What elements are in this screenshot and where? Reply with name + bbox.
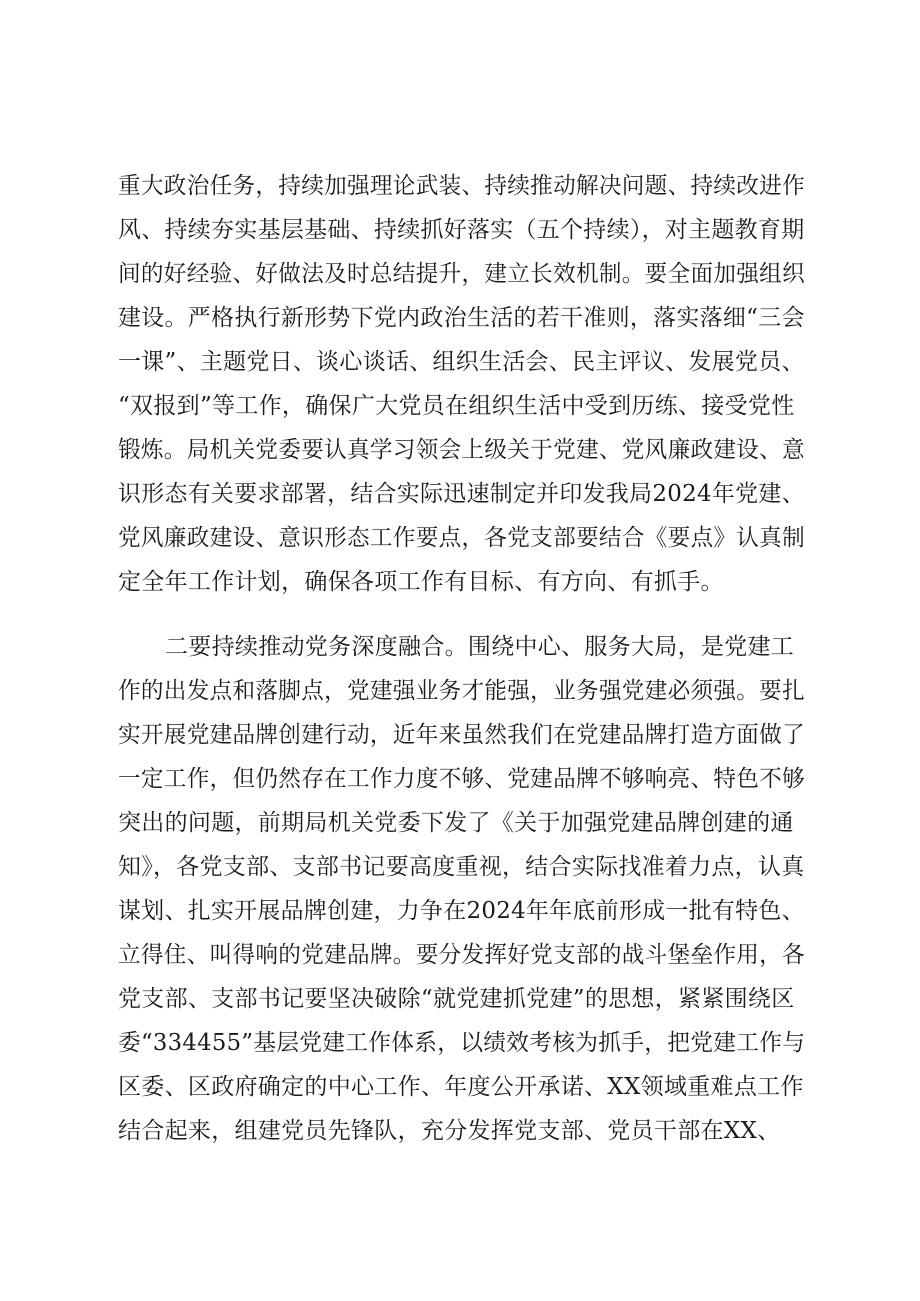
text-line: 结合起来，组建党员先锋队，充分发挥党支部、党员干部在XX、 — [118, 1118, 781, 1144]
text-line: 重大政治任务，持续加强理论武装、持续推动解决问题、持续改进作 — [118, 173, 805, 199]
text-line: 一定工作，但仍然存在工作力度不够、党建品牌不够响亮、特色不够 — [118, 766, 805, 792]
text-line: 立得住、叫得响的党建品牌。要分发挥好党支部的战斗堡垒作用，各 — [118, 942, 805, 968]
text-line: 委“334455”基层党建工作体系，以绩效考核为抓手，把党建工作与 — [118, 1030, 806, 1056]
text-line: “双报到”等工作，确保广大党员在组织生活中受到历练、接受党性 — [118, 393, 795, 419]
text-line: 知》，各党支部、支部书记要高度重视，结合实际找准着力点，认真 — [118, 854, 805, 880]
text-line: 党风廉政建设、意识形态工作要点，各党支部要结合《要点》认真制 — [118, 525, 805, 551]
text-line: 间的好经验、好做法及时总结提升，建立长效机制。要全面加强组织 — [118, 261, 805, 287]
text-line: 定全年工作计划，确保各项工作有目标、有方向、有抓手。 — [118, 569, 724, 595]
text-line: 党支部、支部书记要坚决破除“就党建抓党建”的思想，紧紧围绕区 — [118, 986, 795, 1012]
text-line: 建设。严格执行新形势下党内政治生活的若干准则，落实落细“三会 — [118, 305, 805, 331]
text-line: 实开展党建品牌创建行动，近年来虽然我们在党建品牌打造方面做了 — [118, 722, 805, 748]
paragraph-first-line: 二要持续推动党务深度融合。围绕中心、服务大局，是党建工 — [165, 634, 795, 660]
text-line: 风、持续夯实基层基础、持续抓好落实（五个持续），对主题教育期 — [118, 217, 805, 243]
text-line: 一课”、主题党日、谈心谈话、组织生活会、民主评议、发展党员、 — [118, 349, 805, 375]
text-line: 作的出发点和落脚点，党建强业务才能强，业务强党建必须强。要扎 — [118, 678, 805, 704]
text-line: 锻炼。局机关党委要认真学习领会上级关于党建、党风廉政建设、意 — [118, 437, 805, 463]
text-line: 谋划、扎实开展品牌创建，力争在2024年年底前形成一批有特色、 — [118, 898, 805, 924]
text-line: 区委、区政府确定的中心工作、年度公开承诺、XX领域重难点工作 — [118, 1074, 804, 1100]
text-line: 突出的问题，前期局机关党委下发了《关于加强党建品牌创建的通 — [118, 810, 794, 836]
text-line: 识形态有关要求部署，结合实际迅速制定并印发我局2024年党建、 — [118, 481, 805, 507]
